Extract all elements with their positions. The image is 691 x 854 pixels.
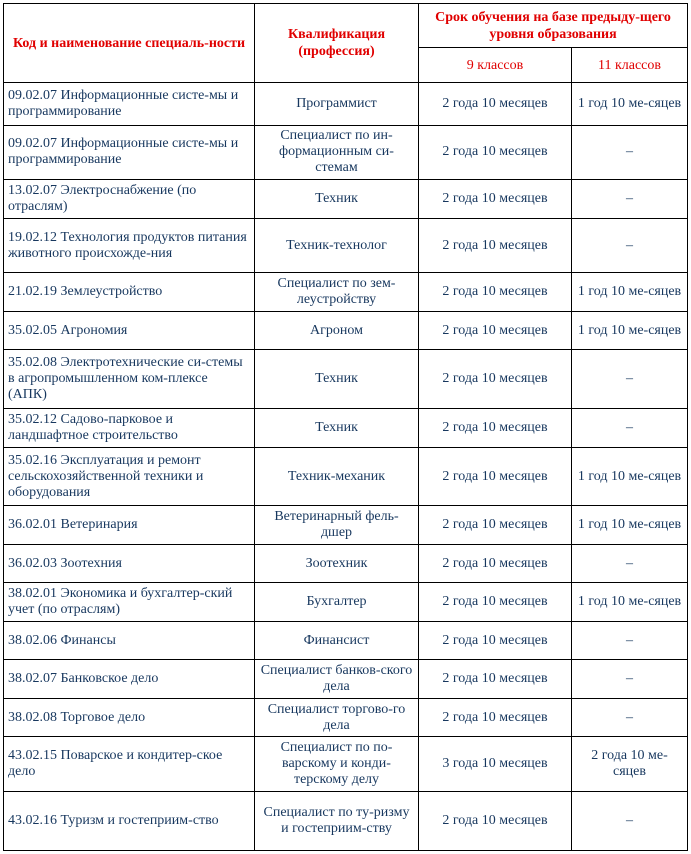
qualification: Бухгалтер: [255, 583, 419, 622]
specialty-name: 36.02.03 Зоотехния: [4, 544, 255, 583]
specialty-name: 38.02.06 Финансы: [4, 621, 255, 660]
duration-9-grades: 2 года 10 месяцев: [419, 544, 572, 583]
duration-11-grades: –: [572, 792, 688, 851]
qualification: Специалист по по-варскому и конди-терскому делу: [255, 737, 419, 792]
duration-11-grades: –: [572, 621, 688, 660]
duration-11-grades: 1 год 10 ме-сяцев: [572, 583, 688, 622]
duration-11-grades: 2 года 10 ме-сяцев: [572, 737, 688, 792]
duration-9-grades: 2 года 10 месяцев: [419, 273, 572, 312]
duration-11-grades: –: [572, 218, 688, 273]
duration-9-grades: 2 года 10 месяцев: [419, 792, 572, 851]
duration-11-grades: –: [572, 125, 688, 180]
table-row: [4, 737, 688, 792]
header-qualification: Квалификация (профессия): [255, 4, 419, 83]
qualification: Техник: [255, 350, 419, 409]
duration-11-grades: –: [572, 544, 688, 583]
table-row: [4, 660, 688, 699]
table-row: [4, 409, 688, 448]
table-row: [4, 83, 688, 126]
table-body: [4, 83, 688, 851]
specialty-name: 09.02.07 Информационные систе-мы и программирование: [4, 125, 255, 180]
specialty-name: 35.02.12 Садово-парковое и ландшафтное строительство: [4, 409, 255, 448]
table-row: [4, 698, 688, 737]
table-row: [4, 311, 688, 350]
duration-9-grades: 2 года 10 месяцев: [419, 506, 572, 545]
specialty-name: 21.02.19 Землеустройство: [4, 273, 255, 312]
qualification: Техник: [255, 409, 419, 448]
qualification: Техник-технолог: [255, 218, 419, 273]
duration-9-grades: 2 года 10 месяцев: [419, 409, 572, 448]
duration-11-grades: 1 год 10 ме-сяцев: [572, 447, 688, 506]
specialty-name: 38.02.01 Экономика и бухгалтер-ский учет (по отраслям): [4, 583, 255, 622]
header-9-grades: 9 классов: [419, 48, 572, 83]
table-row: [4, 350, 688, 409]
duration-9-grades: 2 года 10 месяцев: [419, 218, 572, 273]
specialty-name: 38.02.07 Банковское дело: [4, 660, 255, 699]
specialty-name: 35.02.08 Электротехнические си-стемы в агропромышленном ком-плексе (АПК): [4, 350, 255, 409]
specialty-name: 43.02.15 Поварское и кондитер-ское дело: [4, 737, 255, 792]
duration-11-grades: 1 год 10 ме-сяцев: [572, 273, 688, 312]
duration-9-grades: 2 года 10 месяцев: [419, 125, 572, 180]
qualification: Специалист банков-ского дела: [255, 660, 419, 699]
specialty-name: 35.02.05 Агрономия: [4, 311, 255, 350]
specialties-table: [3, 3, 688, 851]
table-row: [4, 218, 688, 273]
specialty-name: 35.02.16 Эксплуатация и ремонт сельскохозяйственной техники и оборудования: [4, 447, 255, 506]
table-row: [4, 447, 688, 506]
header-11-grades: 11 классов: [572, 48, 688, 83]
qualification: Зоотехник: [255, 544, 419, 583]
duration-9-grades: 2 года 10 месяцев: [419, 83, 572, 126]
specialty-name: 13.02.07 Электроснабжение (по отраслям): [4, 180, 255, 219]
qualification: Специалист по зем-леустройству: [255, 273, 419, 312]
duration-9-grades: 2 года 10 месяцев: [419, 180, 572, 219]
specialty-name: 38.02.08 Торговое дело: [4, 698, 255, 737]
qualification: Техник-механик: [255, 447, 419, 506]
duration-11-grades: –: [572, 409, 688, 448]
duration-11-grades: –: [572, 698, 688, 737]
specialty-name: 09.02.07 Информационные систе-мы и программирование: [4, 83, 255, 126]
table-row: [4, 180, 688, 219]
duration-11-grades: 1 год 10 ме-сяцев: [572, 311, 688, 350]
header-row: [4, 4, 688, 48]
duration-9-grades: 2 года 10 месяцев: [419, 660, 572, 699]
duration-9-grades: 2 года 10 месяцев: [419, 311, 572, 350]
qualification: Агроном: [255, 311, 419, 350]
table-row: [4, 792, 688, 851]
table-row: [4, 273, 688, 312]
qualification: Финансист: [255, 621, 419, 660]
qualification: Ветеринарный фель-дшер: [255, 506, 419, 545]
table-row: [4, 621, 688, 660]
duration-9-grades: 2 года 10 месяцев: [419, 350, 572, 409]
duration-11-grades: 1 год 10 ме-сяцев: [572, 506, 688, 545]
duration-11-grades: –: [572, 180, 688, 219]
qualification: Программист: [255, 83, 419, 126]
header-code-name: Код и наименование специаль-ности: [4, 4, 255, 83]
duration-9-grades: 2 года 10 месяцев: [419, 583, 572, 622]
duration-9-grades: 2 года 10 месяцев: [419, 621, 572, 660]
qualification: Специалист по ту-ризму и гостеприим-ству: [255, 792, 419, 851]
duration-11-grades: –: [572, 660, 688, 699]
qualification: Специалист торгово-го дела: [255, 698, 419, 737]
duration-11-grades: 1 год 10 ме-сяцев: [572, 83, 688, 126]
specialty-name: 43.02.16 Туризм и гостеприим-ство: [4, 792, 255, 851]
table-row: [4, 506, 688, 545]
duration-9-grades: 2 года 10 месяцев: [419, 447, 572, 506]
qualification: Специалист по ин-формационным си-стемам: [255, 125, 419, 180]
qualification: Техник: [255, 180, 419, 219]
specialty-name: 19.02.12 Технология продуктов питания животного происхожде-ния: [4, 218, 255, 273]
header-duration: Срок обучения на базе предыду-щего уровня образования: [419, 4, 688, 48]
duration-9-grades: 3 года 10 месяцев: [419, 737, 572, 792]
table-row: [4, 125, 688, 180]
specialty-name: 36.02.01 Ветеринария: [4, 506, 255, 545]
duration-9-grades: 2 года 10 месяцев: [419, 698, 572, 737]
table-row: [4, 544, 688, 583]
duration-11-grades: –: [572, 350, 688, 409]
table-row: [4, 583, 688, 622]
